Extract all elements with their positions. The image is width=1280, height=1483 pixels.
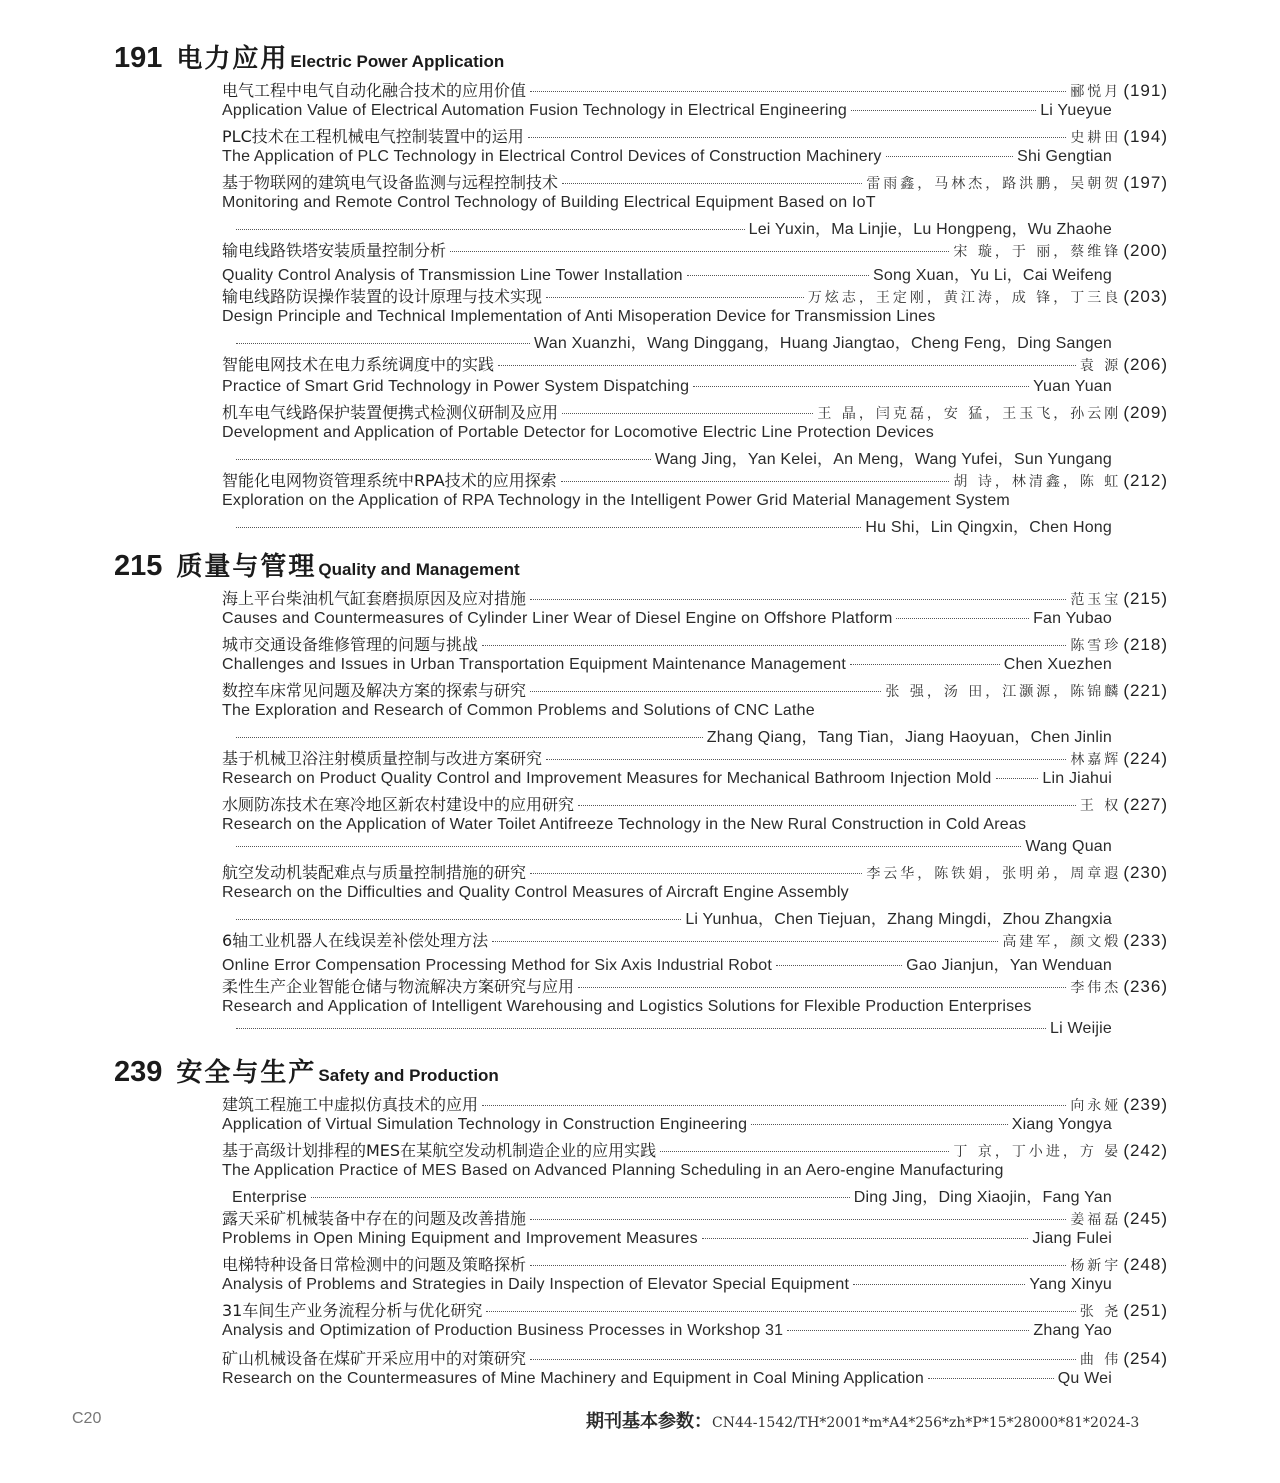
article-title-en: The Application Practice of MES Based on Advanced Planning Scheduling in an Aero-engine Manufacturing — [222, 1162, 1004, 1179]
leader-dots — [450, 251, 949, 252]
article-title-cn[interactable]: 海上平台柴油机气缸套磨损原因及应对措施 — [222, 589, 527, 608]
article-authors-cn: 李伟杰 — [1070, 980, 1122, 996]
article-authors-cn: 万炫志，王定刚，黄江涛，成 锋，丁三良 — [807, 290, 1122, 306]
article-title-cn-row[interactable] — [222, 1092, 1168, 1115]
article-authors-en-row — [232, 906, 1112, 929]
leader-dots — [236, 343, 530, 344]
article-page[interactable]: (212) — [1123, 471, 1168, 490]
article-authors-en: Chen Xuezhen — [1003, 656, 1112, 673]
article-title-en-row — [222, 952, 1112, 975]
article-title-en-row — [222, 194, 1112, 212]
article-authors-en: Yang Xinyu — [1029, 1276, 1112, 1293]
article-title-en: Causes and Countermeasures of Cylinder Liner Wear of Diesel Engine on Offshore Platform — [222, 610, 893, 627]
article-page[interactable]: (209) — [1123, 403, 1168, 422]
section-number: 239 — [114, 1056, 163, 1088]
article-title-cn[interactable]: 航空发动机装配难点与质量控制措施的研究 — [222, 863, 527, 882]
leader-dots — [561, 481, 950, 482]
article-authors-en-row — [232, 1184, 1112, 1207]
article-title-cn[interactable]: 露天采矿机械装备中存在的问题及改善措施 — [222, 1209, 527, 1228]
article-title-cn[interactable]: 智能电网技术在电力系统调度中的实践 — [222, 355, 495, 374]
article-title-en: Research on the Application of Water Toilet Antifreeze Technology in the New Rural Construction in Cold Areas — [222, 816, 1027, 833]
article-authors-en-row — [232, 330, 1112, 353]
article-title-cn-row[interactable] — [222, 238, 1168, 261]
article-authors-en: Yuan Yuan — [1033, 378, 1112, 395]
article-title-en: Online Error Compensation Processing Method for Six Axis Industrial Robot — [222, 957, 772, 974]
leader-dots — [853, 1284, 1025, 1285]
article-title-cn[interactable]: 智能化电网物资管理系统中RPA技术的应用探索 — [222, 471, 557, 490]
article-title-en: Monitoring and Remote Control Technology of Building Electrical Equipment Based on IoT — [222, 194, 876, 211]
leader-dots — [530, 873, 862, 874]
article-page[interactable]: (221) — [1123, 681, 1168, 700]
article-page[interactable]: (206) — [1123, 355, 1168, 374]
article-authors-cn: 姜福磊 — [1070, 1212, 1122, 1228]
leader-dots — [236, 737, 703, 738]
article-title-en-continued: Enterprise — [232, 1189, 307, 1206]
article-page[interactable]: (191) — [1123, 81, 1168, 100]
article-authors-cn: 王 权 — [1079, 798, 1122, 814]
article-authors-cn: 丁 京，丁小进，方 晏 — [953, 1144, 1122, 1160]
article-title-cn-row[interactable] — [222, 400, 1168, 423]
article-page[interactable]: (218) — [1123, 635, 1168, 654]
article-authors-en: Wang Quan — [1025, 838, 1112, 855]
leader-dots — [236, 229, 745, 230]
article-page[interactable]: (233) — [1123, 931, 1168, 950]
article-title-cn-row[interactable] — [222, 974, 1168, 997]
article-authors-en: Gao Jianjun，Yan Wenduan — [906, 957, 1112, 974]
leader-dots — [530, 1265, 1066, 1266]
leader-dots — [850, 664, 1000, 665]
leader-dots — [530, 691, 881, 692]
article-authors-en-row — [232, 514, 1112, 537]
article-title-en-row — [222, 308, 1112, 326]
article-title-cn-row[interactable] — [222, 1252, 1168, 1275]
leader-dots — [530, 1359, 1076, 1360]
article-page[interactable]: (242) — [1123, 1141, 1168, 1160]
article-title-cn-row[interactable] — [222, 746, 1168, 769]
article-title-cn[interactable]: 基于物联网的建筑电气设备监测与远程控制技术 — [222, 173, 559, 192]
leader-dots — [896, 618, 1029, 619]
article-title-en-row — [222, 1322, 1112, 1340]
leader-dots — [546, 297, 804, 298]
leader-dots — [482, 645, 1066, 646]
article-title-cn-row[interactable] — [222, 78, 1168, 101]
article-title-cn[interactable]: 柔性生产企业智能仓储与物流解决方案研究与应用 — [222, 977, 575, 996]
leader-dots — [530, 599, 1066, 600]
article-title-en-row — [222, 148, 1112, 166]
article-title-en: The Application of PLC Technology in Electrical Control Devices of Construction Machinery — [222, 148, 882, 165]
article-title-en-row — [222, 884, 1112, 902]
article-authors-en: Lei Yuxin，Ma Linjie，Lu Hongpeng，Wu Zhaohe — [748, 221, 1112, 238]
article-title-en-row — [222, 1230, 1112, 1248]
leader-dots — [482, 1105, 1066, 1106]
leader-dots — [236, 527, 861, 528]
section-title-cn: 质量与管理 — [176, 552, 317, 582]
article-authors-cn: 袁 源 — [1079, 358, 1122, 374]
article-authors-en: Li Weijie — [1050, 1020, 1112, 1037]
leader-dots — [530, 91, 1066, 92]
leader-dots — [486, 1311, 1075, 1312]
article-title-cn-row[interactable] — [222, 284, 1168, 307]
article-title-en: The Exploration and Research of Common Problems and Solutions of CNC Lathe — [222, 702, 815, 719]
article-title-cn[interactable]: 电梯特种设备日常检测中的问题及策略探析 — [222, 1255, 527, 1274]
article-authors-en-row — [232, 838, 1112, 856]
article-title-en: Practice of Smart Grid Technology in Power System Dispatching — [222, 378, 690, 395]
article-authors-cn: 杨新宇 — [1070, 1258, 1122, 1274]
article-page[interactable]: (224) — [1123, 749, 1168, 768]
article-authors-en: Zhang Qiang，Tang Tian，Jiang Haoyuan，Chen Jinlin — [706, 729, 1112, 746]
leader-dots — [546, 759, 1066, 760]
article-title-en-row — [222, 424, 1112, 442]
section-number: 215 — [114, 550, 163, 582]
article-title-en: Design Principle and Technical Implementation of Anti Misoperation Device for Transmission Lines — [222, 308, 936, 325]
article-page[interactable]: (254) — [1123, 1349, 1168, 1368]
article-title-cn[interactable]: 6轴工业机器人在线误差补偿处理方法 — [222, 931, 489, 950]
article-page[interactable]: (245) — [1123, 1209, 1168, 1228]
leader-dots — [751, 1124, 1007, 1125]
article-page[interactable]: (251) — [1123, 1301, 1168, 1320]
article-title-cn-row[interactable] — [222, 632, 1168, 655]
article-title-en: Application of Virtual Simulation Technology in Construction Engineering — [222, 1116, 748, 1133]
leader-dots — [562, 413, 813, 414]
article-title-cn[interactable]: 基于高级计划排程的MES在某航空发动机制造企业的应用实践 — [222, 1141, 657, 1160]
article-title-en-row — [222, 816, 1112, 834]
article-title-en: Research and Application of Intelligent Warehousing and Logistics Solutions for Flexible Production Enterprises — [222, 998, 1032, 1015]
article-title-cn-row[interactable] — [222, 1298, 1168, 1321]
article-title-en: Research on the Difficulties and Quality Control Measures of Aircraft Engine Assembly — [222, 884, 849, 901]
article-title-en-row — [222, 770, 1112, 788]
article-title-en-row — [222, 492, 1112, 510]
leader-dots — [702, 1238, 1029, 1239]
article-title-en-row — [222, 262, 1112, 285]
article-title-en-row — [222, 702, 1112, 720]
article-title-cn-row[interactable] — [222, 1138, 1168, 1161]
leader-dots — [776, 965, 902, 966]
article-title-cn-row[interactable] — [222, 928, 1168, 951]
article-title-cn[interactable]: 矿山机械设备在煤矿开采应用中的对策研究 — [222, 1349, 527, 1368]
leader-dots — [528, 137, 1067, 138]
article-title-cn-row[interactable] — [222, 1206, 1168, 1229]
article-authors-cn: 张 尧 — [1079, 1304, 1122, 1320]
article-title-cn[interactable]: 31车间生产业务流程分析与优化研究 — [222, 1301, 483, 1320]
section-title-en: Electric Power Application — [290, 52, 505, 71]
article-authors-en-row — [232, 1020, 1112, 1038]
leader-dots — [498, 365, 1076, 366]
journal-parameters-label: 期刊基本参数： — [586, 1411, 712, 1432]
article-page[interactable]: (248) — [1123, 1255, 1168, 1274]
section-heading — [114, 38, 504, 75]
article-title-cn-row[interactable] — [222, 124, 1168, 147]
article-authors-en: Jiang Fulei — [1032, 1230, 1112, 1247]
article-authors-cn: 林嘉辉 — [1070, 752, 1122, 768]
leader-dots — [578, 805, 1076, 806]
section-title-cn: 安全与生产 — [176, 1058, 317, 1088]
article-authors-cn: 王 晶，闫克磊，安 猛，王玉飞，孙云刚 — [817, 406, 1122, 422]
article-title-cn-row[interactable] — [222, 586, 1168, 609]
leader-dots — [693, 386, 1029, 387]
article-authors-cn: 张 强，汤 田，江灏源，陈锦麟 — [885, 684, 1122, 700]
page-number: C20 — [72, 1410, 102, 1427]
leader-dots — [236, 1028, 1046, 1029]
article-authors-cn: 史耕田 — [1070, 130, 1122, 146]
article-title-cn-row[interactable] — [222, 1346, 1168, 1369]
article-page[interactable]: (203) — [1123, 287, 1168, 306]
leader-dots — [236, 846, 1021, 847]
article-title-en-row — [222, 102, 1112, 120]
article-page[interactable]: (227) — [1123, 795, 1168, 814]
section-heading — [114, 1052, 499, 1089]
article-title-cn[interactable]: 电气工程中电气自动化融合技术的应用价值 — [222, 81, 527, 100]
leader-dots — [787, 1330, 1029, 1331]
leader-dots — [578, 987, 1066, 988]
article-authors-en: Li Yunhua，Chen Tiejuan，Zhang Mingdi，Zhou Zhangxia — [685, 911, 1112, 928]
article-title-cn-row[interactable] — [222, 860, 1168, 883]
article-authors-cn: 陈雪珍 — [1070, 638, 1122, 654]
article-title-cn[interactable]: 输电线路铁塔安装质量控制分析 — [222, 241, 447, 260]
leader-dots — [236, 919, 681, 920]
article-page[interactable]: (239) — [1123, 1095, 1168, 1114]
article-authors-en: Xiang Yongya — [1011, 1116, 1112, 1133]
article-title-cn-row[interactable] — [222, 352, 1168, 375]
leader-dots — [928, 1378, 1054, 1379]
article-title-en-row — [222, 1370, 1112, 1388]
article-authors-cn: 胡 诗，林清鑫，陈 虹 — [953, 474, 1122, 490]
section-title-en: Safety and Production — [318, 1066, 499, 1085]
journal-parameters-value: CN44-1542/TH*2001*m*A4*256*zh*P*15*28000*81*2024-3 — [712, 1415, 1140, 1431]
article-authors-en: Fan Yubao — [1033, 610, 1112, 627]
article-title-en-row — [222, 610, 1112, 628]
article-authors-cn: 高建军，颜文煅 — [1002, 934, 1122, 950]
article-authors-en-row — [232, 724, 1112, 747]
article-authors-en: Song Xuan，Yu Li，Cai Weifeng — [872, 267, 1112, 284]
article-page[interactable]: (236) — [1123, 977, 1168, 996]
article-authors-en: Ding Jing，Ding Xiaojin，Fang Yan — [853, 1189, 1112, 1206]
leader-dots — [886, 156, 1013, 157]
leader-dots — [660, 1151, 949, 1152]
article-title-en: Analysis of Problems and Strategies in Daily Inspection of Elevator Special Equipment — [222, 1276, 850, 1293]
article-authors-en: Hu Shi，Lin Qingxin，Chen Hong — [865, 519, 1112, 536]
article-title-en: Quality Control Analysis of Transmission Line Tower Installation — [222, 267, 683, 284]
leader-dots — [851, 110, 1036, 111]
article-authors-cn: 向永娅 — [1070, 1098, 1122, 1114]
article-title-cn-row[interactable] — [222, 678, 1168, 701]
article-title-en-row — [222, 1162, 1112, 1180]
section-heading — [114, 546, 520, 583]
article-title-en-row — [222, 656, 1112, 674]
article-title-en-row — [222, 1116, 1112, 1134]
article-authors-en: Lin Jiahui — [1042, 770, 1112, 787]
article-title-en-row — [222, 378, 1112, 396]
article-title-cn-row[interactable] — [222, 792, 1168, 815]
leader-dots — [996, 778, 1039, 779]
article-title-cn-row[interactable] — [222, 468, 1168, 491]
article-title-en: Application Value of Electrical Automation Fusion Technology in Electrical Engineering — [222, 102, 847, 119]
article-title-cn[interactable]: 建筑工程施工中虚拟仿真技术的应用 — [222, 1095, 479, 1114]
article-authors-en: Wan Xuanzhi，Wang Dinggang，Huang Jiangtao，Cheng Feng，Ding Sangen — [534, 335, 1112, 352]
leader-dots — [311, 1197, 850, 1198]
section-number: 191 — [114, 42, 163, 74]
article-title-en: Research on the Countermeasures of Mine Machinery and Equipment in Coal Mining Application — [222, 1370, 924, 1387]
article-authors-cn: 曲 伟 — [1079, 1352, 1122, 1368]
article-authors-cn: 雷雨鑫，马林杰，路洪鹏，吴朝贺 — [866, 176, 1122, 192]
article-title-cn-row[interactable] — [222, 170, 1168, 193]
article-title-cn[interactable]: PLC技术在工程机械电气控制装置中的运用 — [222, 127, 524, 146]
article-title-en-row — [222, 1276, 1112, 1294]
article-authors-en-row — [232, 446, 1112, 469]
leader-dots — [562, 183, 862, 184]
section-title-cn: 电力应用 — [176, 44, 289, 74]
article-authors-en: Li Yueyue — [1040, 102, 1112, 119]
article-title-en-row — [222, 998, 1112, 1016]
article-authors-en: Zhang Yao — [1033, 1322, 1112, 1339]
leader-dots — [492, 941, 998, 942]
article-title-en: Analysis and Optimization of Production Business Processes in Workshop 31 — [222, 1322, 784, 1339]
article-page[interactable]: (200) — [1123, 241, 1168, 260]
article-title-cn[interactable]: 输电线路防误操作装置的设计原理与技术实现 — [222, 287, 543, 306]
article-title-en: Exploration on the Application of RPA Technology in the Intelligent Power Grid Material Management System — [222, 492, 1010, 509]
article-authors-en: Shi Gengtian — [1017, 148, 1112, 165]
article-authors-cn: 范玉宝 — [1070, 592, 1122, 608]
article-title-en: Development and Application of Portable Detector for Locomotive Electric Line Protection Devices — [222, 424, 935, 441]
article-page[interactable]: (230) — [1123, 863, 1168, 882]
article-authors-cn: 李云华，陈铁娟，张明弟，周章遐 — [866, 866, 1122, 882]
article-authors-en-row — [232, 216, 1112, 239]
article-authors-cn: 郦悦月 — [1070, 84, 1122, 100]
leader-dots — [236, 459, 651, 460]
article-title-cn[interactable]: 基于机械卫浴注射模质量控制与改进方案研究 — [222, 749, 543, 768]
article-authors-en: Qu Wei — [1057, 1370, 1112, 1387]
article-page[interactable]: (197) — [1123, 173, 1168, 192]
article-title-cn[interactable]: 数控车床常见问题及解决方案的探索与研究 — [222, 681, 527, 700]
leader-dots — [530, 1219, 1066, 1220]
article-authors-cn: 宋 璇，于 丽，蔡维锋 — [953, 244, 1122, 260]
article-title-cn[interactable]: 城市交通设备维修管理的问题与挑战 — [222, 635, 479, 654]
section-title-en: Quality and Management — [318, 560, 520, 579]
article-authors-en: Wang Jing，Yan Kelei，An Meng，Wang Yufei，Sun Yungang — [654, 451, 1112, 468]
article-page[interactable]: (215) — [1123, 589, 1168, 608]
article-page[interactable]: (194) — [1123, 127, 1168, 146]
journal-parameters — [586, 1407, 1139, 1433]
article-title-cn[interactable]: 水厕防冻技术在寒冷地区新农村建设中的应用研究 — [222, 795, 575, 814]
article-title-en: Research on Product Quality Control and Improvement Measures for Mechanical Bathroom Injection Mold — [222, 770, 992, 787]
article-title-en: Problems in Open Mining Equipment and Improvement Measures — [222, 1230, 698, 1247]
leader-dots — [687, 275, 869, 276]
article-title-cn[interactable]: 机车电气线路保护装置便携式检测仪研制及应用 — [222, 403, 559, 422]
article-title-en: Challenges and Issues in Urban Transportation Equipment Maintenance Management — [222, 656, 846, 673]
